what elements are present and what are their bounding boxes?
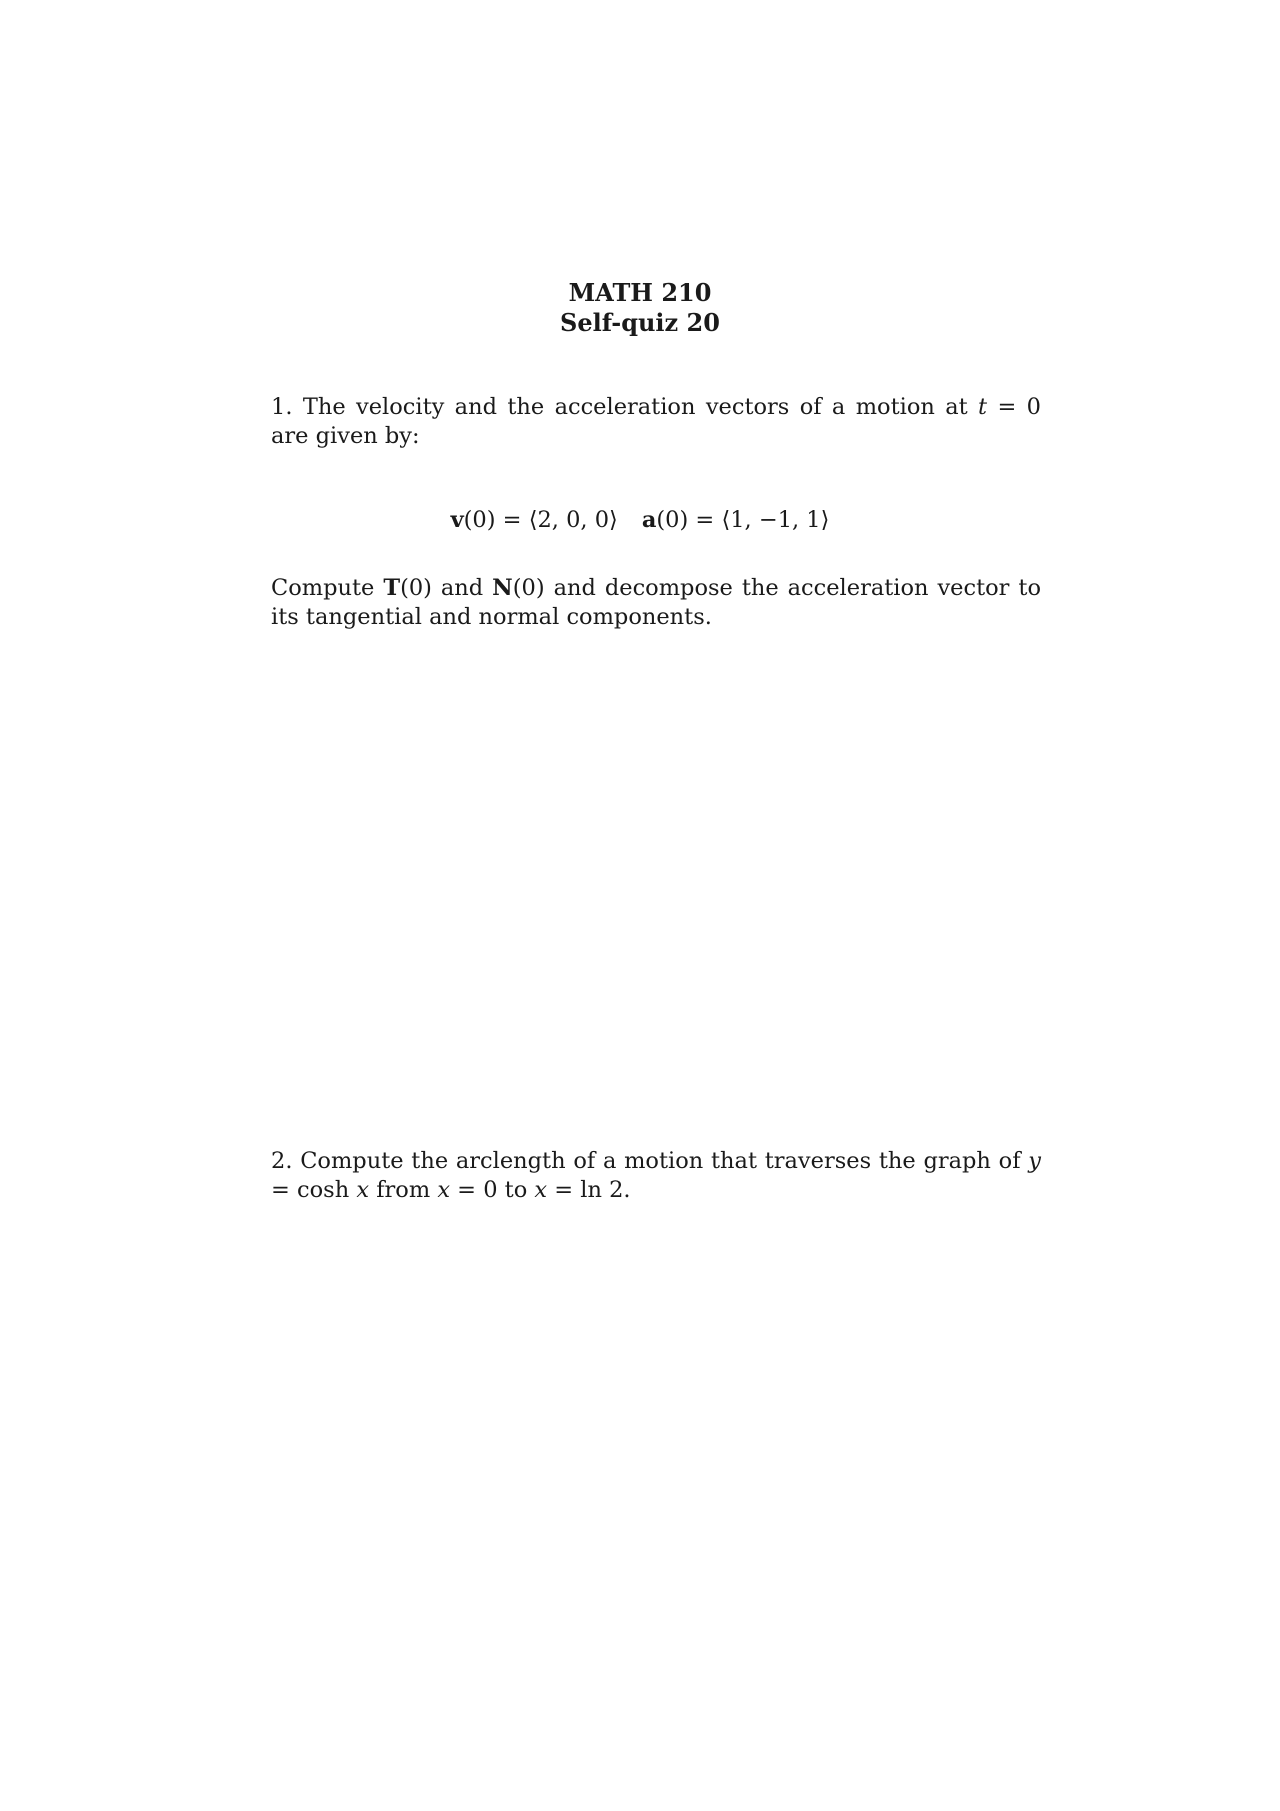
problem-1-condition: = 0 are given by: [271, 394, 1041, 449]
velocity-symbol: v [450, 507, 464, 533]
problem-1-lead: 1. The velocity and the acceleration vectors of a motion at [271, 394, 979, 420]
velocity-value: ⟨2, 0, 0⟩ [528, 507, 618, 533]
task-rest: and decompose the acceleration vector to its tangential and normal components. [271, 575, 1041, 630]
acceleration-arg: (0) = [656, 507, 722, 533]
normal-symbol: N [492, 575, 513, 601]
velocity-arg: (0) = [463, 507, 529, 533]
variable-t: t [978, 394, 988, 420]
problem-2-end: = ln 2. [547, 1177, 631, 1203]
task-and: and [431, 575, 493, 601]
vector-equation [0, 505, 1280, 535]
acceleration-value: ⟨1, −1, 1⟩ [721, 507, 830, 533]
title-block [0, 278, 1280, 338]
problem-2-to: = 0 to [450, 1177, 535, 1203]
problem-1-statement [271, 393, 1041, 451]
tangent-symbol: T [383, 575, 401, 601]
variable-y: y [1028, 1148, 1041, 1174]
problem-2-function: = cosh [271, 1177, 357, 1203]
problem-2-from: from [369, 1177, 438, 1203]
quiz-title: Self-quiz 20 [560, 308, 720, 337]
acceleration-symbol: a [641, 507, 657, 533]
variable-x: x [534, 1177, 548, 1203]
problem-1-task [271, 574, 1041, 632]
variable-x: x [437, 1177, 451, 1203]
course-title: MATH 210 [568, 278, 712, 307]
tangent-arg: (0) [400, 575, 432, 601]
problem-2-lead: 2. Compute the arclength of a motion that traverses the graph of [271, 1148, 1029, 1174]
problem-2-statement [271, 1147, 1041, 1205]
normal-arg: (0) [512, 575, 545, 601]
variable-x: x [356, 1177, 370, 1203]
task-lead: Compute [271, 575, 384, 601]
